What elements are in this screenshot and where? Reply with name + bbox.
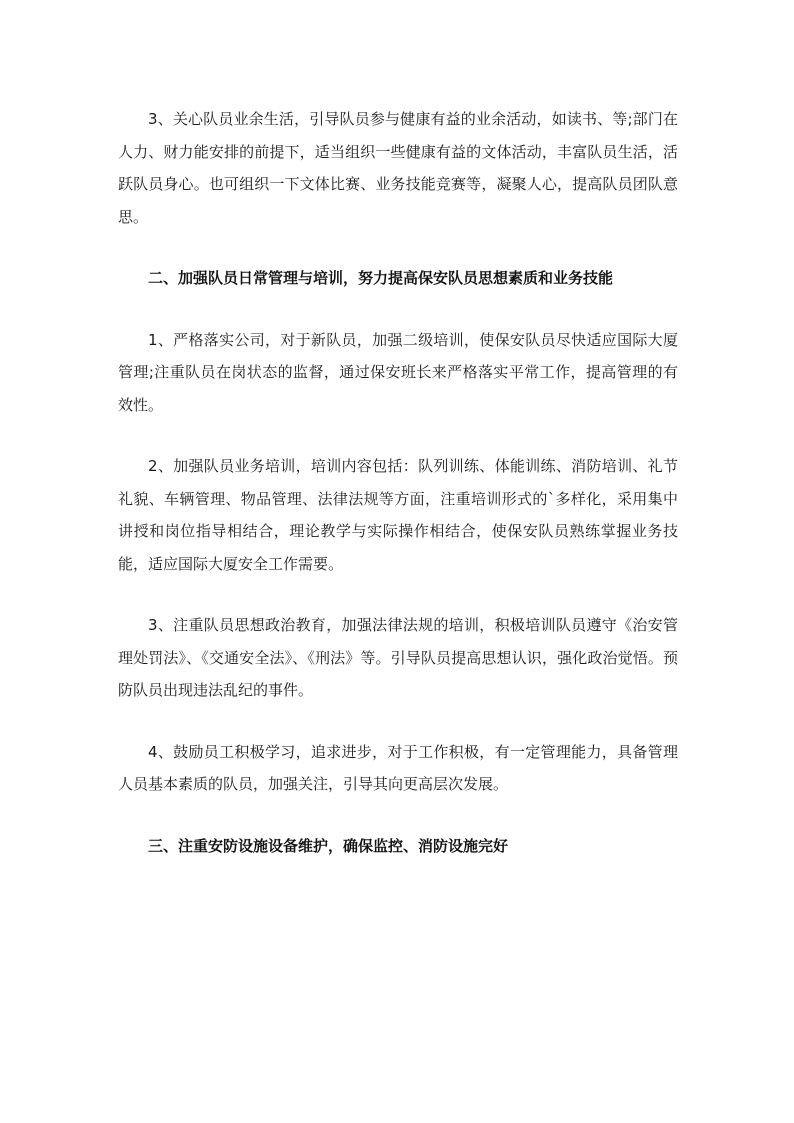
paragraph-item-4-encourage: 4、鼓励员工积极学习，追求进步，对于工作积极，有一定管理能力，具备管理人员基本素质的队员，加强关注，引导其向更高层次发展。 <box>118 742 678 793</box>
section-heading-2: 二、加强队员日常管理与培训，努力提高保安队员思想素质和业务技能 <box>148 269 614 287</box>
paragraph-gap <box>118 707 678 736</box>
paragraph-gap <box>118 801 678 830</box>
paragraph-gap <box>118 233 678 262</box>
paragraph-gap <box>118 421 678 450</box>
paragraph-item-2-training: 2、加强队员业务培训，培训内容包括：队列训练、体能训练、消防培训、礼节礼貌、车辆管理、物品管理、法律法规等方面，注重培训形式的`多样化，采用集中讲授和岗位指导相结合，理论教学与实际操作相结合，使保安队员熟练掌握业务技能，适应国际大厦安全工作需要。 <box>118 457 678 573</box>
paragraph-item-3-education: 3、注重队员思想政治教育，加强法律法规的培训，积极培训队员遵守《治安管理处罚法》、《交通安全法》、《刑法》等。引导队员提高思想认识，强化政治觉悟。预防队员出现违法乱纪的事件。 <box>118 616 678 699</box>
paragraph-item-1-implement: 1、严格落实公司，对于新队员，加强二级培训，使保安队员尽快适应国际大厦管理;注重队员在岗状态的监督，通过保安班长来严格落实平常工作，提高管理的有效性。 <box>118 330 678 414</box>
paragraph-item-3-leisure: 3、关心队员业余生活，引导队员参与健康有益的业余活动，如读书、等;部门在人力、财力能安排的前提下，适当组织一些健康有益的文体活动，丰富队员生活，活跃队员身心。也可组织一下文体比赛、业务技能竞赛等，凝聚人心，提高队员团队意思。 <box>118 110 678 226</box>
section-heading-3: 三、注重安防设施设备维护，确保监控、消防设施完好 <box>148 836 509 855</box>
paragraph-gap <box>118 295 678 324</box>
document-body <box>118 103 678 862</box>
paragraph-gap <box>118 580 678 609</box>
